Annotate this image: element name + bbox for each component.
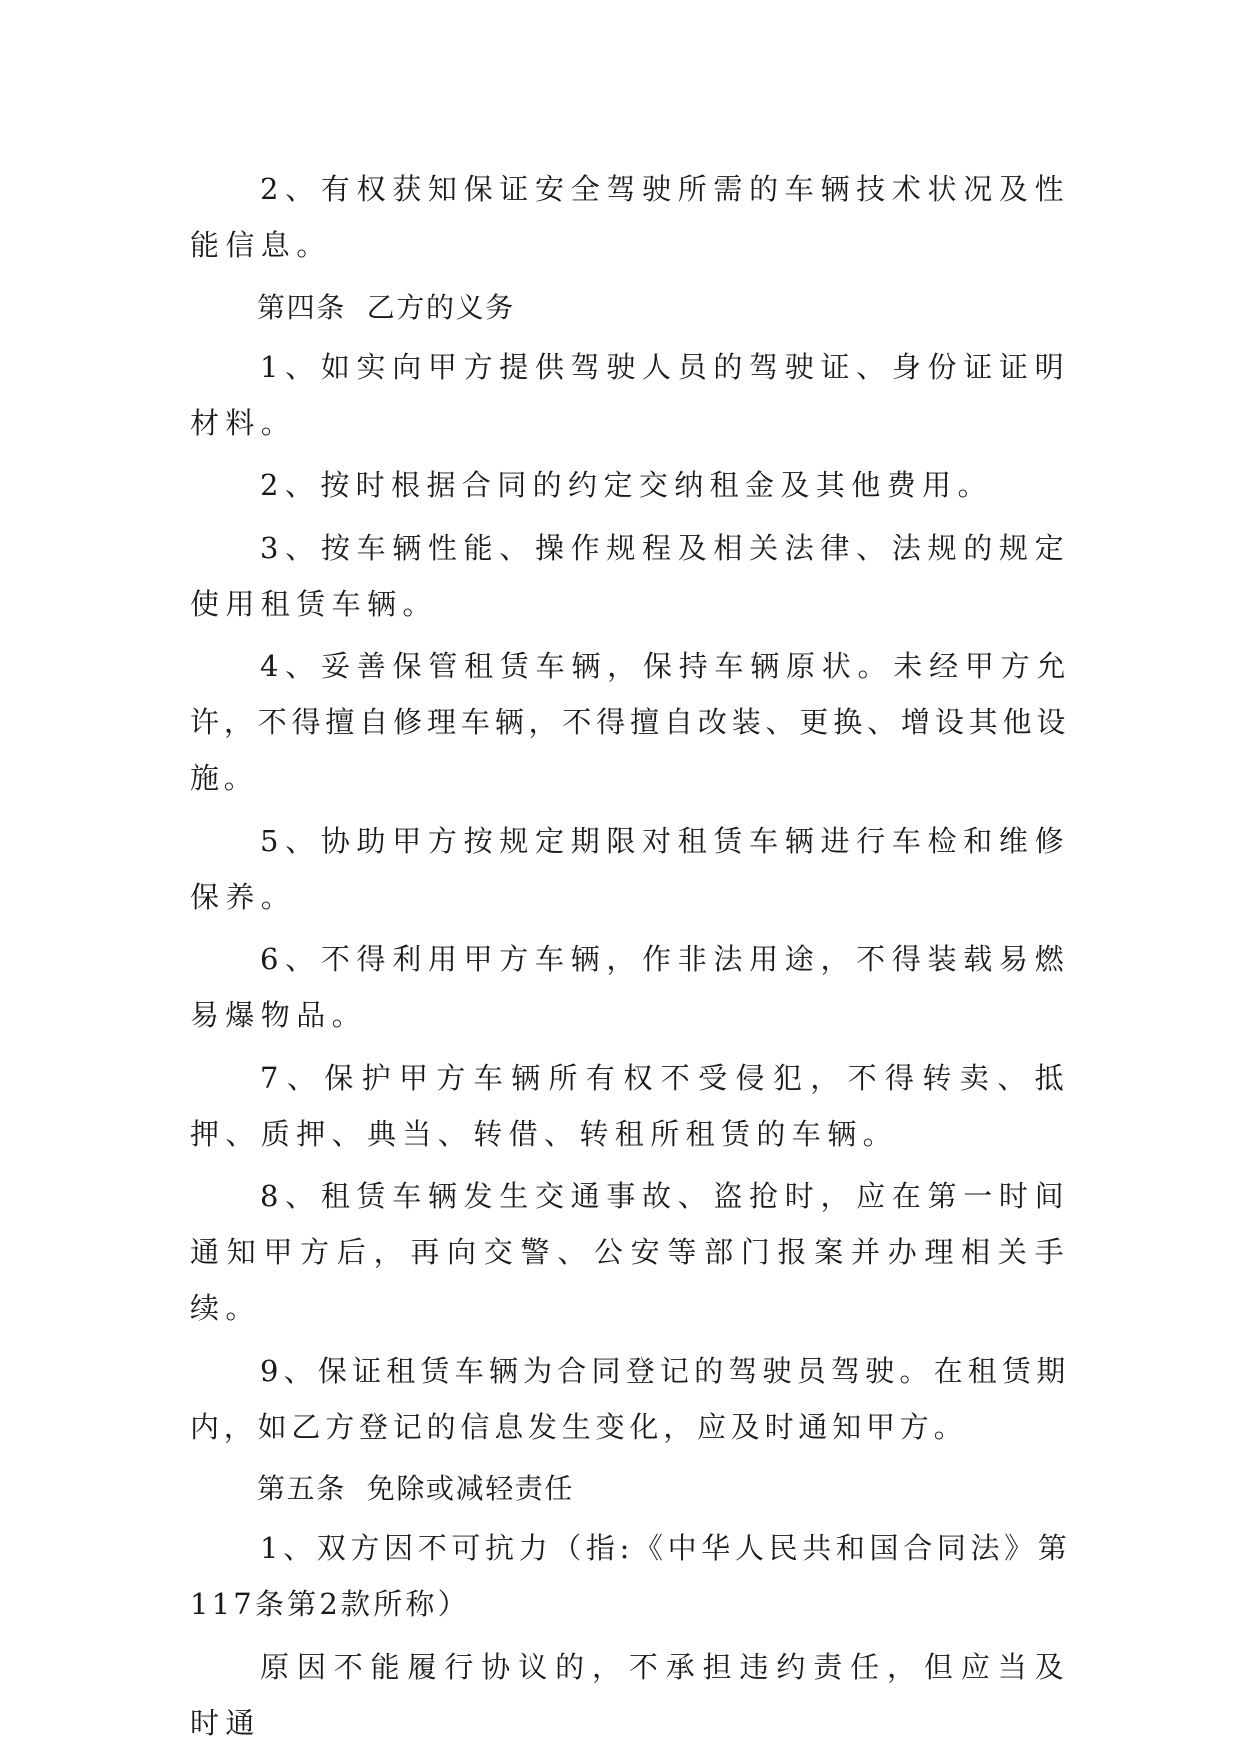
paragraph-article4-item4: 4、妥善保管租赁车辆，保持车辆原状。未经甲方允许，不得擅自修理车辆，不得擅自改装、更换、增设其他设施。 bbox=[190, 649, 1070, 795]
paragraph-article4-item8: 8、租赁车辆发生交通事故、盗抢时，应在第一时间通知甲方后，再向交警、公安等部门报案并办理相关手续。 bbox=[190, 1179, 1070, 1325]
paragraph-article4-item3: 3、按车辆性能、操作规程及相关法律、法规的规定使用租赁车辆。 bbox=[190, 530, 1070, 621]
paragraph-article3-item2: 2、有权获知保证安全驾驶所需的车辆技术状况及性能信息。 bbox=[190, 172, 1070, 262]
paragraph-article5-item1: 1、双方因不可抗力（指:《中华人民共和国合同法》第117条第2款所称） bbox=[190, 1531, 1070, 1621]
paragraph-article4-item5: 5、协助甲方按规定期限对租赁车辆进行车检和维修保养。 bbox=[190, 823, 1070, 914]
paragraph-article4-item6: 6、不得利用甲方车辆，作非法用途，不得装载易燃易爆物品。 bbox=[190, 942, 1070, 1032]
document-body bbox=[190, 161, 1070, 1757]
paragraph-article5-continuation: 原因不能履行协议的，不承担违约责任，但应当及时通 bbox=[190, 1649, 1070, 1740]
paragraph-article4-item1: 1、如实向甲方提供驾驶人员的驾驶证、身份证证明材料。 bbox=[190, 349, 1070, 440]
paragraph-article4-item9: 9、保证租赁车辆为合同登记的驾驶员驾驶。在租赁期内，如乙方登记的信息发生变化，应及时通知甲方。 bbox=[190, 1353, 1070, 1444]
paragraph-article4-item7: 7、保护甲方车辆所有权不受侵犯，不得转卖、抵押、质押、典当、转借、转租所租赁的车辆。 bbox=[190, 1060, 1070, 1151]
article-5-heading: 第五条 免除或减轻责任 bbox=[257, 1472, 575, 1505]
article-4-heading: 第四条 乙方的义务 bbox=[257, 290, 515, 324]
paragraph-article4-item2: 2、按时根据合同的约定交纳租金及其他费用。 bbox=[260, 468, 993, 502]
